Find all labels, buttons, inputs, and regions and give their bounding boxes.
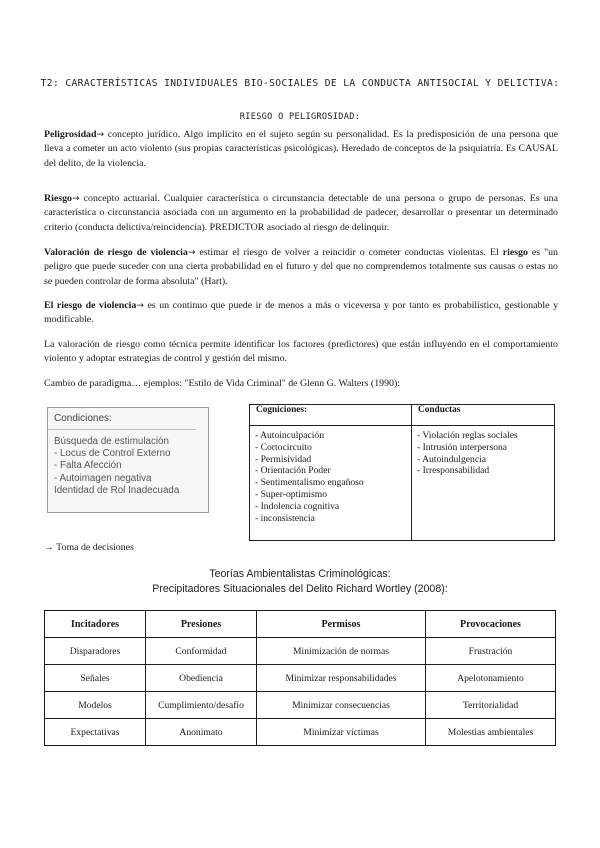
term-riesgo: Riesgo [44,193,72,204]
conductas-cell [412,426,555,541]
list-item: - Locus de Control Externo [54,448,171,460]
list-item: - inconsistencia [255,512,315,524]
list-item: - Super-optimismo [255,488,328,500]
term-peligrosidad: Peligrosidad [44,129,97,140]
paragraph-text: concepto actuarial. Cualquier característica o circunstancia detectable de una persona o grupo de personas. Es una característica o circunstancia asociada con un argumento en la probabilidad de padecer, desarrollar o presentar un determinado criterio (conducta delictiva/reincidencia). PREDICTOR asociado al riesgo de delinquir. [44,193,558,233]
table-cell: Anonimato [146,719,257,746]
list-item: Identidad de Rol Inadecuada [54,484,180,496]
table-row [45,692,556,719]
cogniciones-conductas-table [249,404,555,541]
list-item: - Sentimentalismo engañoso [255,477,364,489]
theories-heading [40,567,560,596]
list-item: - Indolencia cognitiva [255,500,340,512]
term-riesgo-violencia: El riesgo de violencia [44,300,137,311]
paragraph-paradigma: Cambio de paradigma… ejemplos: "Estilo de Vida Criminal" de Glenn G. Walters (1990): [44,378,400,389]
table-row [45,665,556,692]
list-item: - Autoimagen negativa [54,472,152,484]
list-item: - Falta Afección [54,460,122,472]
paragraph-valoracion [44,246,558,289]
paragraph-text: es un continuo que puede ir de menos a más o viceversa y por tanto es probabilístico, gestionable y modificable. [44,300,559,326]
arrow-icon: → [71,194,80,204]
condiciones-header: Condiciones: [48,408,196,430]
paragraph-riesgo [44,192,558,235]
paragraph-tecnica: La valoración de riesgo como técnica permite identificar los factores (predictores) que están influyendo en el comportamiento violento y adoptar estrategias de control y gestión del mismo. [44,339,558,365]
theories-line-1: Teorías Ambientalistas Criminológicas: [209,568,391,580]
arrow-icon: → [136,301,144,311]
table-cell: Obediencia [146,665,257,692]
table-cell: Minimización de normas [257,638,426,665]
column-header: Presiones [146,611,257,638]
toma-decisiones-note: → Toma de decisiones [44,542,134,553]
paragraph-text: concepto jurídico. Algo implícito en el sujeto según su personalidad. Es la predisposición de una persona que lleva a cometer un acto violento (sus propias características psicológicas). Heredado de conceptos de la psiquiatría. Es CAUSAL del delito, de la violencia. [44,129,558,169]
list-item: - Autoindulgencia [417,453,487,465]
table-row [250,426,555,541]
table-cell: Molestias ambientales [426,719,556,746]
term-valoracion: Valoración de riesgo de violencia [44,247,188,258]
table-cell: Minimizar consecuencias [257,692,426,719]
paragraph-riesgo-violencia [44,299,558,328]
table-cell: Expectativas [45,719,146,746]
cogniciones-cell [250,426,412,541]
table-cell: Territorialidad [426,692,556,719]
paragraph-text-cont: es "un peligro que puede suceder con una cierta probabilidad en el futuro y del que no comprendemos totalmente sus causas o estas no se pueden controlar de forma absoluta" (Hart). [44,247,558,287]
arrow-icon: → [187,248,196,258]
table-header-row [250,405,555,426]
column-header: Provocaciones [426,611,556,638]
table-row [45,719,556,746]
paragraph-text: estimar el riesgo de volver a reincidir o cometer conductas violentas. El [195,247,503,258]
list-item: - Orientación Poder [255,465,331,477]
list-item: - Autoinculpación [255,430,325,441]
paragraph-peligrosidad [44,128,558,171]
section-subtitle: RIESGO O PELIGROSIDAD: [239,112,361,122]
table-cell: Modelos [45,692,146,719]
column-header: Permisos [257,611,426,638]
cogniciones-list [255,430,407,524]
table-cell: Disparadores [45,638,146,665]
table-cell: Minimizar responsabilidades [257,665,426,692]
term-riesgo-inline: riesgo [502,247,528,258]
list-item: - Permisividad [255,453,312,465]
list-item: Búsqueda de estimulación [54,436,169,447]
table-cell: Cumplimiento/desafío [146,692,257,719]
condiciones-box [47,407,209,513]
conductas-list [417,430,550,477]
table-cell: Apelotonamiento [426,665,556,692]
arrow-icon: → [96,130,105,140]
list-item: - Violación reglas sociales [417,430,518,441]
table-cell: Conformidad [146,638,257,665]
column-header: Cogniciones: [250,405,412,426]
list-item: - Cortocircuito [255,441,312,453]
theories-line-2: Precipitadores Situacionales del Delito Richard Wortley (2008): [152,582,448,595]
precipitadores-table [44,610,556,746]
table-cell: Señales [45,665,146,692]
table-header-row [45,611,556,638]
table-cell: Minimizar víctimas [257,719,426,746]
table-cell: Frustración [426,638,556,665]
column-header: Incitadores [45,611,146,638]
list-item: - Irresponsabilidad [417,465,490,477]
table-row [45,638,556,665]
column-header: Conductas [412,405,555,426]
condiciones-list [48,430,208,497]
list-item: - Intrusión interpersona [417,441,508,453]
page-title: T2: CARACTERÍSTICAS INDIVIDUALES BIO-SOCIALES DE LA CONDUCTA ANTISOCIAL Y DELICTIVA: [40,78,560,89]
